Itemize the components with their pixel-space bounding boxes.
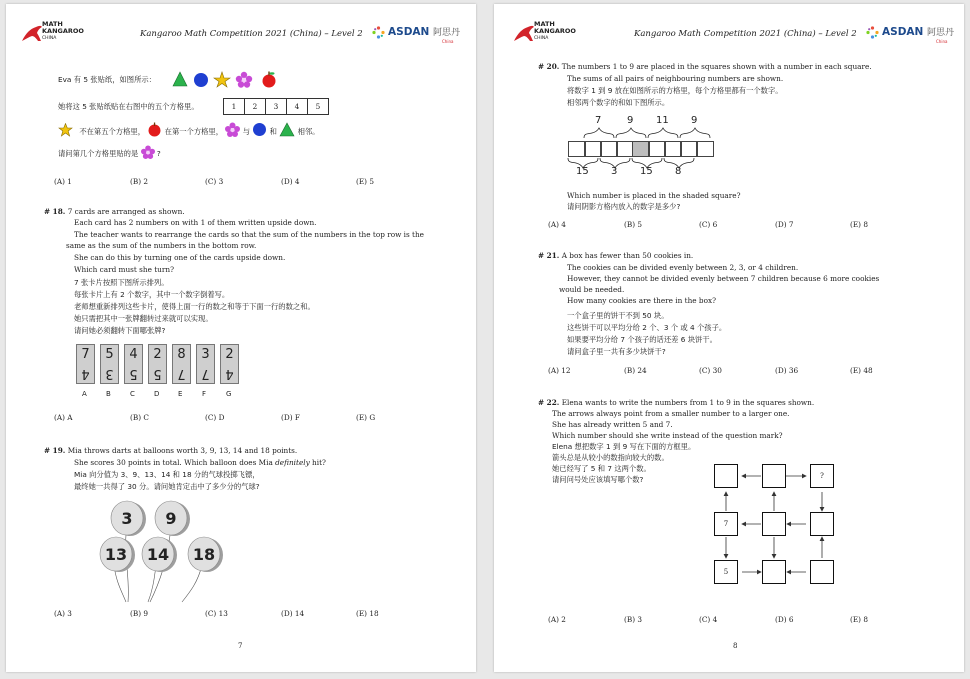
- blue-circle-icon: [252, 122, 267, 137]
- asdan-dots-icon: [372, 26, 385, 39]
- q22-en-2: She has already written 5 and 7.: [552, 420, 673, 429]
- q20-cn-1: 相邻两个数字的和如下图所示。: [567, 98, 670, 107]
- card-e: [172, 344, 191, 384]
- q17-line3c: 与: [242, 127, 250, 136]
- q20-option-a[interactable]: (A) 4: [548, 220, 566, 229]
- q17-line2: 她将这 5 张贴纸贴在右图中的五个方格里。: [58, 102, 199, 111]
- q17-line3: [58, 122, 319, 138]
- logo-line1: MATH: [534, 20, 555, 28]
- card-f-top: 3: [201, 347, 210, 362]
- q22-cn-2: 她已经写了 5 和 7 这两个数。: [552, 464, 651, 473]
- q22-option-e[interactable]: (E) 8: [850, 615, 868, 624]
- q19-option-c[interactable]: (C) 13: [205, 609, 228, 618]
- card-g-top: 2: [225, 347, 234, 362]
- q21-question: [538, 250, 693, 261]
- q17-boxes: [224, 94, 329, 115]
- q21-option-b[interactable]: (B) 24: [624, 366, 647, 375]
- q20-bottom-sum-2: 3: [611, 166, 618, 177]
- card-g-bottom: 4: [225, 366, 234, 381]
- q22-question: [538, 397, 814, 408]
- q18-option-e[interactable]: (E) G: [356, 413, 376, 422]
- card-c-bottom: 5: [129, 366, 138, 381]
- q19-en-1: Mia throws darts at balloons worth 3, 9, 13, 14 and 18 points.: [67, 446, 298, 455]
- card-a-top: 7: [81, 347, 90, 362]
- q19-en-2c: hit?: [309, 458, 326, 467]
- card-d-top: 2: [153, 347, 162, 362]
- q22-box-r3c3: [810, 560, 834, 584]
- page-number-7: 7: [238, 642, 243, 650]
- balloon-label-18: 18: [192, 545, 216, 564]
- q19-option-a[interactable]: (A) 3: [54, 609, 72, 618]
- q21-cn-1: 这些饼干可以平均分给 2 个、3 个 或 4 个孩子。: [567, 323, 727, 332]
- q17-line3e: 相邻。: [297, 127, 320, 136]
- q20-top-sum-2: 9: [627, 115, 634, 126]
- q20-cn-0: 将数字 1 到 9 放在如图所示的方格里，每个方格里都有一个数字。: [567, 86, 783, 95]
- q20-number: # 20.: [538, 62, 560, 71]
- kangaroo-icon: [20, 23, 44, 43]
- balloon-label-9: 9: [165, 509, 177, 528]
- card-label-b: B: [106, 390, 111, 398]
- q22-box-seven: 7: [714, 512, 738, 536]
- q22-cn-0: Elena 想把数字 1 到 9 写在下面的方框里。: [552, 442, 696, 451]
- q19-number: # 19.: [44, 446, 66, 455]
- q22-option-d[interactable]: (D) 6: [775, 615, 794, 624]
- q21-en-1: The cookies can be divided evenly between 2, 3, or 4 children.: [567, 263, 799, 272]
- q21-cn-2: 如果要平均分给 7 个孩子的话还差 6 块饼干。: [567, 335, 717, 344]
- balloon-label-14: 14: [146, 545, 170, 564]
- balloon-label-13: 13: [104, 545, 128, 564]
- q18-en-3: same as the sum of the numbers in the bottom row.: [66, 241, 257, 250]
- q20-option-b[interactable]: (B) 5: [624, 220, 643, 229]
- card-label-c: C: [130, 390, 135, 398]
- q17-option-a[interactable]: (A) 1: [54, 177, 72, 186]
- q18-option-a[interactable]: (A) A: [54, 413, 73, 422]
- card-f-bottom: 7: [201, 366, 210, 381]
- q17-option-e[interactable]: (E) 5: [356, 177, 374, 186]
- q17-box-3: 3: [265, 98, 287, 115]
- q22-cn-1: 箭头总是从较小的数指向较大的数。: [552, 453, 669, 462]
- q22-option-a[interactable]: (A) 2: [548, 615, 566, 624]
- q21-cn-3: 请问盒子里一共有多少块饼干?: [567, 347, 666, 356]
- q21-option-c[interactable]: (C) 30: [699, 366, 722, 375]
- q17-box-2: 2: [244, 98, 266, 115]
- q20-question-en: Which number is placed in the shaded square?: [567, 191, 741, 200]
- q22-option-b[interactable]: (B) 3: [624, 615, 643, 624]
- kangaroo-icon: [512, 23, 536, 43]
- card-f: [196, 344, 215, 384]
- q22-box-r2c2: [762, 512, 786, 536]
- q18-en-1: Each card has 2 numbers on with 1 of them written upside down.: [74, 218, 317, 227]
- q18-cn-2: 老师想重新排列这些卡片，使得上面一行的数之和等于下面一行的数之和。: [74, 302, 315, 311]
- q20-diagram: [566, 114, 716, 180]
- q22-number: # 22.: [538, 398, 560, 407]
- q21-number: # 21.: [538, 251, 560, 260]
- q20-en-0: The numbers 1 to 9 are placed in the squares shown with a number in each square.: [561, 62, 872, 71]
- blue-circle-icon: [194, 73, 208, 87]
- logo-line3: CHINA: [42, 36, 57, 41]
- q18-number: # 18.: [44, 207, 66, 216]
- balloon-14: [142, 537, 177, 572]
- q21-cn-0: 一个盒子里的饼干不到 50 块。: [567, 311, 669, 320]
- red-apple-icon: [263, 72, 276, 88]
- q22-box-question: ?: [810, 464, 834, 488]
- red-apple-icon: [147, 122, 162, 137]
- header-title: Kangaroo Math Competition 2021 (China) – Level 2: [634, 29, 857, 39]
- q21-option-d[interactable]: (D) 36: [775, 366, 799, 375]
- q20-bottom-sum-1: 15: [576, 166, 589, 177]
- q20-option-e[interactable]: (E) 8: [850, 220, 868, 229]
- q19-cn-2: 最终她一共得了 30 分。请问她肯定击中了多少分的气球?: [74, 482, 260, 491]
- card-g: [220, 344, 239, 384]
- asdan-cn-text: 阿思丹: [926, 28, 954, 38]
- logo-line1: MATH: [42, 20, 63, 28]
- q17-line3d: 和: [269, 127, 277, 136]
- q18-en-2: The teacher wants to rearrange the cards so that the sum of the numbers in the top row is the: [74, 230, 424, 239]
- card-a-bottom: 4: [81, 366, 90, 381]
- q22-box-r2c3: [810, 512, 834, 536]
- q19-option-d[interactable]: (D) 14: [281, 609, 305, 618]
- card-label-a: A: [82, 390, 87, 398]
- card-label-d: D: [154, 390, 160, 398]
- q18-option-c[interactable]: (C) D: [205, 413, 225, 422]
- card-label-e: E: [178, 390, 183, 398]
- yellow-star-icon: [58, 123, 73, 137]
- q18-cn-4: 请问她必须翻转下面哪张牌?: [74, 326, 166, 335]
- q20-question-cn: 请问阴影方格内放入的数字是多少?: [567, 202, 681, 211]
- card-label-f: F: [202, 390, 207, 398]
- q22-box-r3c2: [762, 560, 786, 584]
- q17-line4-q: ?: [156, 149, 161, 158]
- asdan-cn-text: 阿思丹: [432, 28, 460, 38]
- q18-cards: [76, 344, 256, 402]
- balloon-3: [111, 501, 146, 536]
- math-kangaroo-logo: [20, 20, 84, 47]
- q20-top-sum-4: 9: [691, 115, 698, 126]
- q17-line3b: 在第一个方格里，: [164, 127, 224, 136]
- asdan-dots-icon: [866, 26, 879, 39]
- q18-en-4: She can do this by turning one of the cards upside down.: [74, 253, 286, 262]
- balloon-18: [188, 537, 223, 572]
- q20-bottom-sum-4: 8: [675, 166, 682, 177]
- q20-en-1: The sums of all pairs of neighbouring numbers are shown.: [567, 74, 784, 83]
- balloon-13: [100, 537, 135, 572]
- q21-en-2: However, they cannot be divided evenly between 7 children because 6 more cookies: [567, 274, 880, 283]
- q20-top-sum-1: 7: [595, 115, 602, 126]
- q17-line1: Eva 有 5 张贴纸，如图所示：: [58, 75, 156, 84]
- q21-option-e[interactable]: (E) 48: [850, 366, 873, 375]
- card-e-top: 8: [177, 347, 186, 362]
- asdan-text: ASDAN: [882, 26, 924, 38]
- logo-line2: KANGAROO: [534, 27, 576, 35]
- q22-box-five: 5: [714, 560, 738, 584]
- logo-line2: KANGAROO: [42, 27, 84, 35]
- q17-option-b[interactable]: (B) 2: [130, 177, 149, 186]
- balloon-label-3: 3: [121, 509, 133, 528]
- card-b: [100, 344, 119, 384]
- q19-question: [44, 445, 297, 456]
- q22-cn-3: 请问问号处应该填写哪个数?: [552, 475, 644, 484]
- q22-en-1: The arrows always point from a smaller number to a larger one.: [552, 409, 790, 418]
- math-kangaroo-logo: [512, 20, 576, 47]
- q20-square-9: [696, 141, 714, 157]
- q18-option-b[interactable]: (B) C: [130, 413, 149, 422]
- q19-en-2: [74, 457, 326, 468]
- q18-en-5: Which card must she turn?: [74, 265, 174, 274]
- card-d: [148, 344, 167, 384]
- card-d-bottom: 5: [153, 366, 162, 381]
- q20-question: [538, 61, 872, 72]
- q18-cn-0: 7 张卡片按照下图所示排列。: [74, 278, 169, 287]
- card-b-top: 5: [105, 347, 114, 362]
- q20-option-d[interactable]: (D) 7: [775, 220, 794, 229]
- card-c: [124, 344, 143, 384]
- q17-line4-text: 请问第几个方格里贴的是: [58, 149, 139, 158]
- q19-balloons: [90, 497, 230, 607]
- q22-en-0: Elena wants to write the numbers from 1 to 9 in the squares shown.: [561, 398, 815, 407]
- purple-flower-icon: [141, 145, 155, 159]
- card-a: [76, 344, 95, 384]
- card-c-top: 4: [129, 347, 138, 362]
- q22-box-r1c2: [762, 464, 786, 488]
- q18-cn-1: 每张卡片上有 2 个数字，其中一个数字倒着写。: [74, 290, 230, 299]
- q18-option-d[interactable]: (D) F: [281, 413, 300, 422]
- card-b-bottom: 3: [105, 366, 114, 381]
- q19-option-e[interactable]: (E) 18: [356, 609, 379, 618]
- green-triangle-icon: [279, 122, 295, 137]
- q21-en-3: would be needed.: [559, 285, 625, 294]
- q19-cn-1: Mia 向分值为 3、9、13、14 和 18 分的气球投掷飞镖，: [74, 470, 260, 479]
- q19-en-2b: definitely: [275, 458, 310, 467]
- q22-box-r1c1: [714, 464, 738, 488]
- green-triangle-icon: [173, 72, 187, 86]
- q17-box-4: 4: [286, 98, 308, 115]
- q17-line3a: 不在第五个方格里，: [79, 127, 145, 136]
- asdan-sub: China: [936, 39, 948, 44]
- asdan-text: ASDAN: [388, 26, 430, 38]
- q17-stickers: [171, 70, 281, 92]
- q18-question: [44, 206, 185, 217]
- q17-box-1: 1: [223, 98, 245, 115]
- q20-bottom-sum-3: 15: [640, 166, 653, 177]
- q17-option-d[interactable]: (D) 4: [281, 177, 300, 186]
- yellow-star-icon: [214, 72, 230, 87]
- q17-box-5: 5: [307, 98, 329, 115]
- q22-en-3: Which number should she write instead of the question mark?: [552, 431, 783, 440]
- card-label-g: G: [226, 390, 232, 398]
- purple-flower-icon: [236, 72, 252, 88]
- q19-en-2a: She scores 30 points in total. Which balloon does Mia: [74, 458, 276, 467]
- q21-en-0: A box has fewer than 50 cookies in.: [561, 251, 694, 260]
- q18-cn-3: 她只需把其中一张牌翻转过来就可以实现。: [74, 314, 213, 323]
- header-title: Kangaroo Math Competition 2021 (China) – Level 2: [140, 29, 363, 39]
- q19-option-b[interactable]: (B) 9: [130, 609, 149, 618]
- logo-line3: CHINA: [534, 36, 549, 41]
- q22-option-c[interactable]: (C) 4: [699, 615, 718, 624]
- asdan-sub: China: [442, 39, 454, 44]
- q21-option-a[interactable]: (A) 12: [548, 366, 571, 375]
- q18-en-0: 7 cards are arranged as shown.: [67, 207, 185, 216]
- q22-arrow-grid: [714, 464, 839, 589]
- purple-flower-icon: [225, 122, 240, 137]
- q17-line4: [58, 145, 161, 160]
- q21-en-4: How many cookies are there in the box?: [567, 296, 717, 305]
- card-e-bottom: 7: [177, 366, 186, 381]
- page-8: [494, 4, 964, 672]
- page-7: [6, 4, 476, 672]
- q17-option-c[interactable]: (C) 3: [205, 177, 224, 186]
- balloon-9: [155, 501, 190, 536]
- q20-top-sum-3: 11: [656, 115, 669, 126]
- q20-option-c[interactable]: (C) 6: [699, 220, 718, 229]
- page-number-8: 8: [733, 642, 738, 650]
